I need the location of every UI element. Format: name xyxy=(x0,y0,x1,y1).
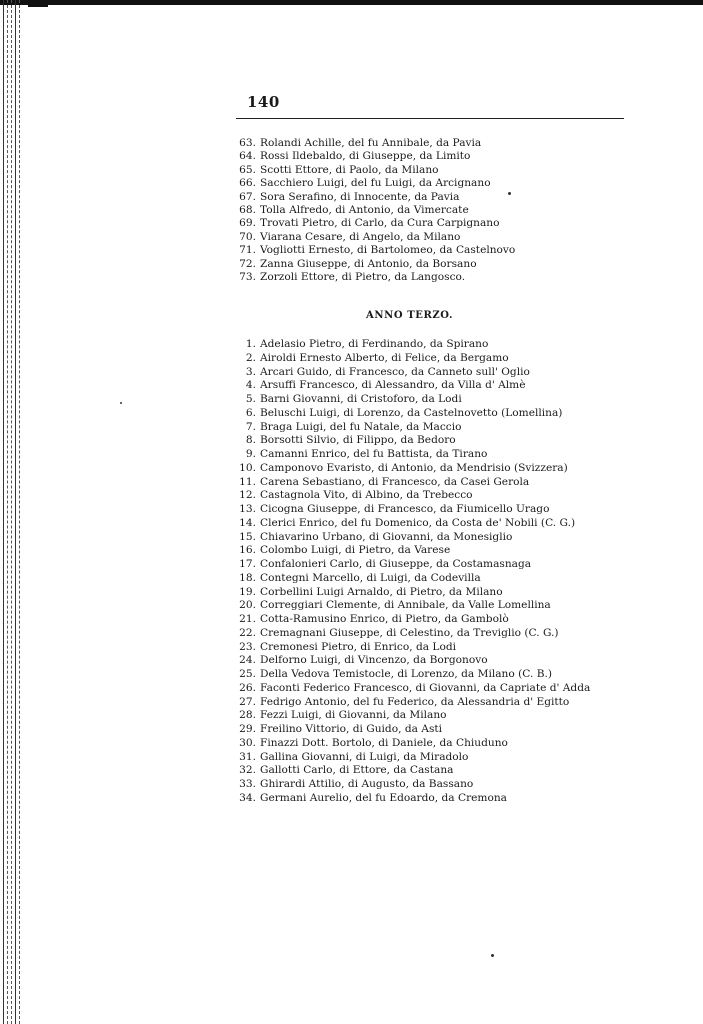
entry-number: 18. xyxy=(239,571,256,584)
entry-text: Finazzi Dott. Bortolo, di Daniele, da Chiuduno xyxy=(260,736,508,749)
list-item xyxy=(228,191,515,204)
entry-text: Gallotti Carlo, di Ettore, da Castana xyxy=(260,764,454,777)
entry-number: 21. xyxy=(239,613,256,625)
entry-text: Cotta-Ramusino Enrico, di Pietro, da Gambolò xyxy=(260,613,509,625)
list-item xyxy=(228,379,590,393)
entry-text: Zorzoli Ettore, di Pietro, da Langosco. xyxy=(260,270,466,283)
entry-number: 66. xyxy=(239,177,256,190)
list-item xyxy=(228,137,515,150)
entry-number: 7. xyxy=(245,420,256,433)
list-item xyxy=(228,231,515,244)
list-item xyxy=(228,792,590,806)
entry-number: 68. xyxy=(239,203,256,216)
list-item xyxy=(228,258,515,271)
entry-text: Delforno Luigi, di Vincenzo, da Borgonovo xyxy=(260,654,488,667)
list-item xyxy=(228,654,590,668)
entry-number: 33. xyxy=(239,778,256,790)
entry-text: Colombo Luigi, di Pietro, da Varese xyxy=(260,544,451,557)
list-item xyxy=(228,751,590,765)
list-item xyxy=(228,544,590,558)
entry-text: Arcari Guido, di Francesco, da Canneto sull' Oglio xyxy=(260,365,530,378)
entry-text: Sacchiero Luigi, del fu Luigi, da Arcignano xyxy=(260,177,491,190)
list-item xyxy=(228,338,590,352)
entry-text: Airoldi Ernesto Alberto, di Felice, da Bergamo xyxy=(260,351,509,364)
entry-text: Castagnola Vito, di Albino, da Trebecco xyxy=(260,489,473,502)
entry-number: 26. xyxy=(239,681,256,694)
entry-text: Confalonieri Carlo, di Giuseppe, da Costamasnaga xyxy=(260,558,532,570)
entry-number: 13. xyxy=(239,503,256,515)
entry-text: Borsotti Silvio, di Filippo, da Bedoro xyxy=(260,434,456,447)
list-item xyxy=(228,709,590,723)
list-item xyxy=(228,489,590,503)
list-item xyxy=(228,421,590,435)
list-item xyxy=(228,476,590,490)
entry-number: 25. xyxy=(239,668,256,680)
entry-number: 69. xyxy=(239,217,256,230)
entry-number: 70. xyxy=(239,230,256,243)
student-list-previous xyxy=(228,137,515,284)
list-item xyxy=(228,641,590,655)
student-list-anno-terzo xyxy=(228,338,590,806)
entry-text: Arsuffi Francesco, di Alessandro, da Villa d' Almè xyxy=(260,379,526,392)
list-item xyxy=(228,737,590,751)
list-item xyxy=(228,462,590,476)
list-item xyxy=(228,434,590,448)
list-item xyxy=(228,627,590,641)
entry-text: Scotti Ettore, di Paolo, da Milano xyxy=(260,163,439,176)
entry-text: Trovati Pietro, di Carlo, da Cura Carpignano xyxy=(260,217,500,230)
entry-text: Tolla Alfredo, di Antonio, da Vimercate xyxy=(260,203,469,216)
scan-top-border xyxy=(0,0,703,5)
section-heading: ANNO TERZO. xyxy=(366,310,454,321)
entry-number: 9. xyxy=(245,448,256,460)
list-item xyxy=(228,723,590,737)
list-item xyxy=(228,599,590,613)
entry-number: 29. xyxy=(239,723,256,735)
print-speck xyxy=(508,192,511,195)
entry-text: Cicogna Giuseppe, di Francesco, da Fiumicello Urago xyxy=(260,503,550,515)
entry-text: Sora Serafino, di Innocente, da Pavia xyxy=(260,190,460,203)
entry-number: 32. xyxy=(239,764,256,777)
list-item xyxy=(228,668,590,682)
entry-number: 3. xyxy=(245,365,256,378)
list-item xyxy=(228,244,515,257)
list-item xyxy=(228,204,515,217)
list-item xyxy=(228,352,590,366)
entry-number: 30. xyxy=(239,736,256,749)
binding-edge xyxy=(0,0,24,1024)
entry-number: 11. xyxy=(239,475,256,488)
entry-number: 24. xyxy=(239,654,256,667)
entry-text: Carena Sebastiano, di Francesco, da Casei Gerola xyxy=(260,475,530,488)
entry-number: 10. xyxy=(239,461,256,474)
entry-number: 19. xyxy=(239,585,256,598)
entry-number: 34. xyxy=(239,791,256,804)
entry-number: 12. xyxy=(239,489,256,502)
entry-number: 17. xyxy=(239,558,256,570)
list-item xyxy=(228,558,590,572)
entry-text: Contegni Marcello, di Luigi, da Codevilla xyxy=(260,571,481,584)
entry-number: 20. xyxy=(239,599,256,612)
entry-number: 67. xyxy=(239,190,256,203)
entry-number: 71. xyxy=(239,244,256,257)
list-item xyxy=(228,217,515,230)
entry-text: Rolandi Achille, del fu Annibale, da Pavia xyxy=(260,137,482,149)
entry-text: Camanni Enrico, del fu Battista, da Tirano xyxy=(260,448,488,460)
entry-number: 14. xyxy=(239,516,256,529)
entry-number: 22. xyxy=(239,626,256,639)
list-item xyxy=(228,407,590,421)
entry-number: 1. xyxy=(245,338,256,350)
entry-number: 16. xyxy=(239,544,256,557)
entry-text: Freilino Vittorio, di Guido, da Asti xyxy=(260,723,443,735)
entry-text: Beluschi Luigi, di Lorenzo, da Castelnovetto (Lomellina) xyxy=(260,406,563,419)
entry-text: Vogliotti Ernesto, di Bartolomeo, da Castelnovo xyxy=(260,244,516,257)
list-item xyxy=(228,778,590,792)
list-item xyxy=(228,572,590,586)
scan-edge-mark xyxy=(28,4,48,7)
entry-text: Faconti Federico Francesco, di Giovanni, da Capriate d' Adda xyxy=(260,681,591,694)
entry-number: 28. xyxy=(239,709,256,722)
entry-text: Della Vedova Temistocle, di Lorenzo, da Milano (C. B.) xyxy=(260,668,552,680)
entry-text: Adelasio Pietro, di Ferdinando, da Spirano xyxy=(260,338,489,350)
print-speck xyxy=(120,402,122,404)
entry-number: 64. xyxy=(239,150,256,163)
entry-text: Barni Giovanni, di Cristoforo, da Lodi xyxy=(260,393,462,405)
entry-number: 4. xyxy=(245,379,256,392)
entry-text: Zanna Giuseppe, di Antonio, da Borsano xyxy=(260,257,477,270)
entry-number: 31. xyxy=(239,750,256,763)
list-item xyxy=(228,366,590,380)
list-item xyxy=(228,271,515,284)
list-item xyxy=(228,586,590,600)
list-item xyxy=(228,503,590,517)
entry-number: 15. xyxy=(239,530,256,543)
entry-text: Chiavarino Urbano, di Giovanni, da Monesiglio xyxy=(260,530,513,543)
entry-text: Camponovo Evaristo, di Antonio, da Mendrisio (Svizzera) xyxy=(260,461,568,474)
entry-number: 6. xyxy=(245,406,256,419)
entry-text: Correggiari Clemente, di Annibale, da Valle Lomellina xyxy=(260,599,551,612)
list-item xyxy=(228,682,590,696)
list-item xyxy=(228,448,590,462)
list-item xyxy=(228,164,515,177)
entry-text: Braga Luigi, del fu Natale, da Maccio xyxy=(260,420,462,433)
list-item xyxy=(228,393,590,407)
page-number: 140 xyxy=(247,93,280,111)
entry-number: 5. xyxy=(245,393,256,405)
entry-number: 2. xyxy=(245,351,256,364)
list-item xyxy=(228,150,515,163)
entry-text: Clerici Enrico, del fu Domenico, da Costa de' Nobili (C. G.) xyxy=(260,516,576,529)
list-item xyxy=(228,696,590,710)
entry-text: Corbellini Luigi Arnaldo, di Pietro, da Milano xyxy=(260,585,503,598)
entry-number: 27. xyxy=(239,695,256,708)
entry-number: 73. xyxy=(239,270,256,283)
entry-text: Germani Aurelio, del fu Edoardo, da Cremona xyxy=(260,791,507,804)
entry-text: Ghirardi Attilio, di Augusto, da Bassano xyxy=(260,778,474,790)
entry-text: Gallina Giovanni, di Luigi, da Miradolo xyxy=(260,750,469,763)
print-speck xyxy=(491,954,494,957)
list-item xyxy=(228,764,590,778)
entry-text: Fedrigo Antonio, del fu Federico, da Alessandria d' Egitto xyxy=(260,695,570,708)
entry-number: 65. xyxy=(239,163,256,176)
entry-number: 23. xyxy=(239,640,256,653)
entry-number: 8. xyxy=(245,434,256,447)
header-rule xyxy=(236,118,624,119)
list-item xyxy=(228,531,590,545)
list-item xyxy=(228,517,590,531)
list-item xyxy=(228,613,590,627)
list-item xyxy=(228,177,515,190)
entry-text: Cremonesi Pietro, di Enrico, da Lodi xyxy=(260,640,457,653)
entry-text: Viarana Cesare, di Angelo, da Milano xyxy=(260,230,461,243)
entry-text: Fezzi Luigi, di Giovanni, da Milano xyxy=(260,709,447,722)
entry-number: 63. xyxy=(239,137,256,149)
entry-text: Cremagnani Giuseppe, di Celestino, da Treviglio (C. G.) xyxy=(260,626,559,639)
entry-number: 72. xyxy=(239,257,256,270)
entry-text: Rossi Ildebaldo, di Giuseppe, da Limito xyxy=(260,150,471,163)
